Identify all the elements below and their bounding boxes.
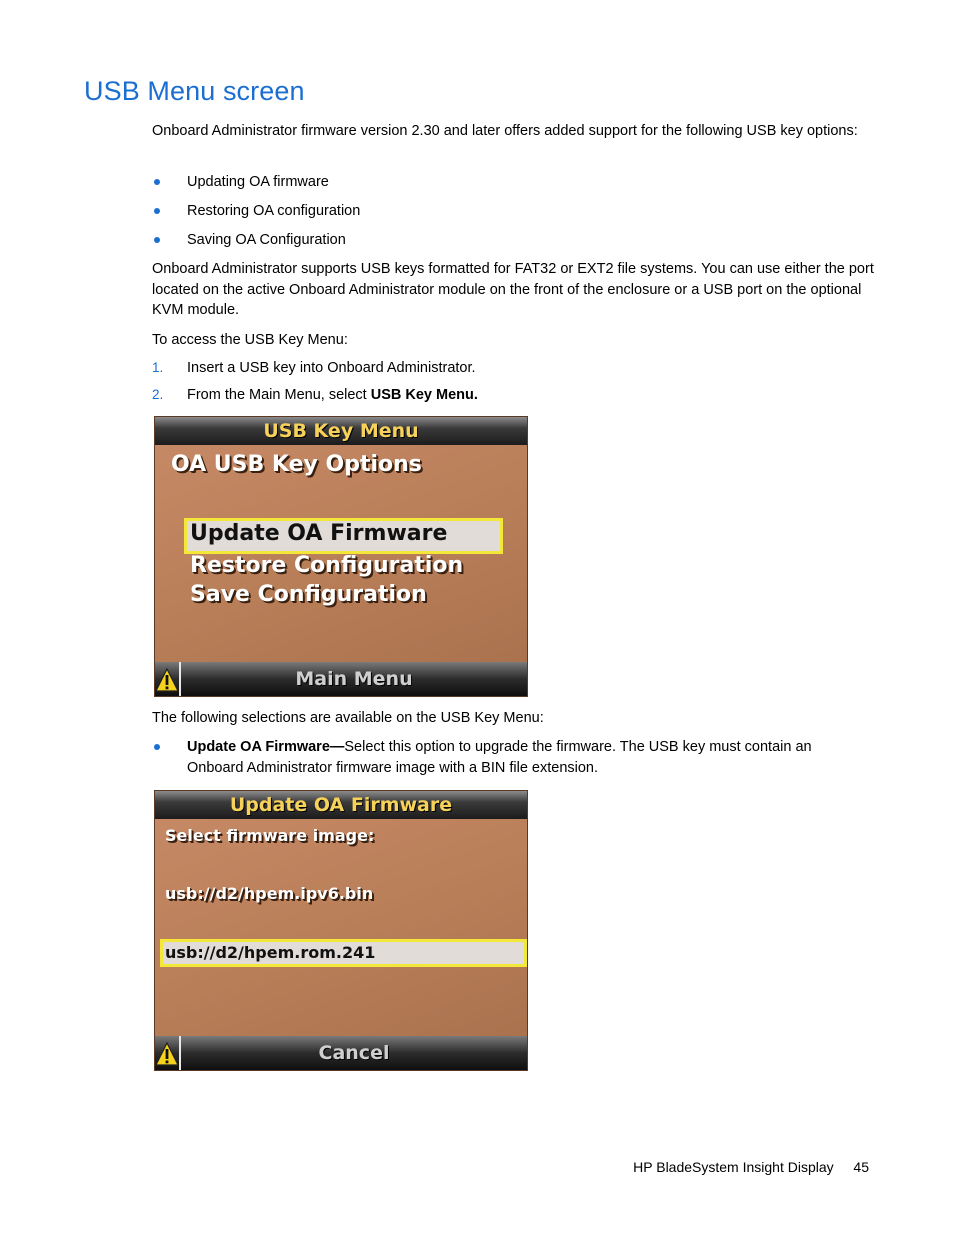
footer-doc-title: HP BladeSystem Insight Display (633, 1159, 834, 1175)
main-menu-button[interactable]: Main Menu (295, 668, 413, 690)
footer-page-number: 45 (853, 1159, 869, 1175)
bullet-icon (154, 744, 160, 750)
bullet-icon (154, 179, 160, 185)
selections-intro: The following selections are available on the USB Key Menu: (152, 710, 544, 726)
usb-key-menu-screen (154, 416, 528, 697)
selection-item-text: Select this option to upgrade the firmware. The USB key must contain an Onboard Administrator firmware image with a BIN file extension. (187, 739, 812, 776)
list-item-text (187, 737, 847, 779)
bullet-icon (154, 237, 160, 243)
cancel-button[interactable]: Cancel (318, 1042, 390, 1064)
step-number: 1. (152, 360, 164, 375)
screen-footer-bar (155, 662, 527, 696)
screen-heading: OA USB Key Options (171, 452, 422, 477)
step-number: 2. (152, 387, 164, 402)
usb-support-paragraph: Onboard Administrator supports USB keys formatted for FAT32 or EXT2 file systems. You can use either the port located on the active Onboard Administrator module on the front of the enclosure or a USB port on the optional KVM module. (152, 261, 874, 318)
menu-item-restore-configuration[interactable]: Restore Configuration (190, 553, 464, 578)
menu-item-update-firmware[interactable]: Update OA Firmware (190, 521, 448, 546)
step-text-bold: USB Key Menu. (370, 387, 478, 403)
screen-header: Update OA Firmware (155, 791, 527, 819)
menu-item-save-configuration[interactable]: Save Configuration (190, 582, 427, 607)
screen-header: USB Key Menu (155, 417, 527, 445)
step-text (187, 385, 478, 405)
step-text: Insert a USB key into Onboard Administrator. (187, 360, 476, 376)
bullet-icon (154, 208, 160, 214)
intro-paragraph: Onboard Administrator firmware version 2.30 and later offers added support for the following USB key options: (152, 123, 858, 139)
firmware-option[interactable]: usb://d2/hpem.ipv6.bin (165, 884, 374, 903)
warning-icon (155, 1036, 181, 1070)
warning-icon (155, 662, 181, 696)
screen-footer-bar (155, 1036, 527, 1070)
list-item-text: Updating OA firmware (187, 174, 329, 190)
page-title: USB Menu screen (84, 76, 305, 106)
selection-item-bold: Update OA Firmware— (187, 739, 345, 755)
screen-prompt: Select firmware image: (165, 826, 375, 845)
access-intro: To access the USB Key Menu: (152, 332, 348, 348)
firmware-option-selected[interactable]: usb://d2/hpem.rom.241 (165, 943, 376, 962)
step-text-prefix: From the Main Menu, select (187, 387, 371, 403)
page-footer (633, 1159, 869, 1175)
update-firmware-screen (154, 790, 528, 1071)
list-item-text: Saving OA Configuration (187, 232, 346, 248)
list-item-text: Restoring OA configuration (187, 203, 361, 219)
